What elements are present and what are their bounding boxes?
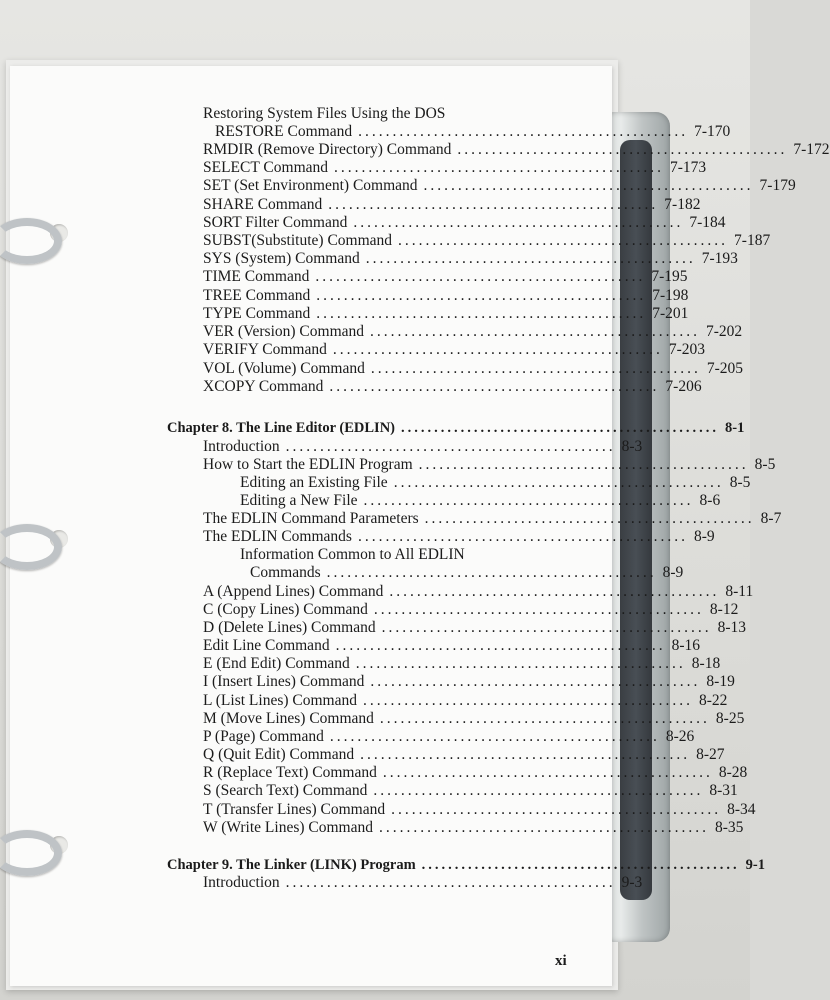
- toc-entry: TIME Command ................................................ 7-195: [203, 268, 688, 285]
- chapter-heading: Chapter 8. The Line Editor (EDLIN) ................................................ 8-1: [167, 420, 745, 436]
- toc-entry: Q (Quit Edit) Command ................................................ 8-27: [203, 746, 725, 763]
- leader-dots: ................................................: [334, 159, 665, 176]
- leader-dots: ................................................: [389, 583, 720, 600]
- toc-entry: Editing an Existing File ................................................ 8-5: [240, 474, 751, 491]
- toc-entry: SYS (System) Command ................................................ 7-193: [203, 250, 738, 267]
- toc-entry: Edit Line Command ................................................ 8-16: [203, 637, 700, 654]
- toc-entry: T (Transfer Lines) Command ................................................ 8-34: [203, 801, 756, 818]
- toc-entry: TREE Command ................................................ 7-198: [203, 287, 689, 304]
- leader-dots: ................................................: [328, 196, 659, 213]
- leader-dots: ................................................: [382, 764, 713, 781]
- toc-entry: SET (Set Environment) Command ................................................ 7-179: [203, 177, 796, 194]
- leader-dots: ................................................: [362, 692, 693, 709]
- leader-dots: ................................................: [335, 637, 666, 654]
- leader-dots: ................................................: [332, 341, 663, 358]
- chapter-heading: Chapter 9. The Linker (LINK) Program ................................................ 9-1: [167, 857, 765, 873]
- leader-dots: ................................................: [355, 655, 686, 672]
- leader-dots: ................................................: [373, 782, 704, 799]
- toc-entry: RESTORE Command ................................................ 7-170: [215, 123, 731, 140]
- leader-dots: ................................................: [418, 456, 749, 473]
- leader-dots: ................................................: [360, 746, 691, 763]
- toc-entry: Commands ................................................ 8-9: [250, 564, 684, 581]
- page-number: xi: [555, 953, 567, 969]
- toc-entry: TYPE Command ................................................ 7-201: [203, 305, 689, 322]
- leader-dots: ................................................: [329, 378, 660, 395]
- toc-entry: M (Move Lines) Command ................................................ 8-25: [203, 710, 745, 727]
- leader-dots: ................................................: [329, 728, 660, 745]
- leader-dots: ................................................: [316, 287, 647, 304]
- leader-dots: ................................................: [363, 492, 694, 509]
- toc-entry: SUBST(Substitute) Command ................................................ 7-187: [203, 232, 771, 249]
- toc-entry: XCOPY Command ................................................ 7-206: [203, 378, 702, 395]
- toc-entry: RMDIR (Remove Directory) Command ................................................ 7-172: [203, 141, 830, 158]
- toc-entry: W (Write Lines) Command ................................................ 8-35: [203, 819, 744, 836]
- toc-entry: D (Delete Lines) Command ................................................ 8-13: [203, 619, 747, 636]
- toc-entry: The EDLIN Commands ................................................ 8-9: [203, 528, 715, 545]
- manual-page: [10, 66, 830, 986]
- toc-entry: How to Start the EDLIN Program ................................................ 8-5: [203, 456, 776, 473]
- leader-dots: ................................................: [423, 177, 754, 194]
- leader-dots: ................................................: [315, 268, 646, 285]
- leader-dots: ................................................: [285, 874, 616, 891]
- leader-dots: ................................................: [365, 250, 696, 267]
- leader-dots: ................................................: [316, 305, 647, 322]
- leader-dots: ................................................: [358, 123, 689, 140]
- toc-entry: SELECT Command ................................................ 7-173: [203, 159, 707, 176]
- toc-entry: C (Copy Lines) Command ................................................ 8-12: [203, 601, 739, 618]
- leader-dots: ................................................: [370, 673, 701, 690]
- toc-entry: A (Append Lines) Command ................................................ 8-11: [203, 583, 754, 600]
- leader-dots: ................................................: [424, 510, 755, 527]
- toc-entry: Introduction ................................................ 9-3: [203, 874, 643, 891]
- leader-dots: ................................................: [421, 857, 740, 873]
- toc-entry: Introduction ................................................ 8-3: [203, 438, 643, 455]
- toc-entry: L (List Lines) Command ................................................ 8-22: [203, 692, 728, 709]
- leader-dots: ................................................: [326, 564, 657, 581]
- toc-entry: SHARE Command ................................................ 7-182: [203, 196, 701, 213]
- leader-dots: ................................................: [457, 141, 788, 158]
- leader-dots: ................................................: [381, 619, 712, 636]
- leader-dots: ................................................: [357, 528, 688, 545]
- toc-entry: VER (Version) Command ................................................ 7-202: [203, 323, 743, 340]
- leader-dots: ................................................: [373, 601, 704, 618]
- leader-dots: ................................................: [370, 360, 701, 377]
- table-of-contents: [10, 66, 830, 986]
- toc-entry: VOL (Volume) Command ................................................ 7-205: [203, 360, 744, 377]
- leader-dots: ................................................: [391, 801, 722, 818]
- toc-entry: S (Search Text) Command ................................................ 8-31: [203, 782, 738, 799]
- toc-entry: The EDLIN Command Parameters ................................................ 8-7: [203, 510, 782, 527]
- toc-entry: SORT Filter Command ................................................ 7-184: [203, 214, 726, 231]
- toc-entry: P (Page) Command ................................................ 8-26: [203, 728, 695, 745]
- leader-dots: ................................................: [353, 214, 684, 231]
- leader-dots: ................................................: [398, 232, 729, 249]
- leader-dots: ................................................: [370, 323, 701, 340]
- toc-entry: Restoring System Files Using the DOS: [203, 105, 446, 122]
- toc-entry: I (Insert Lines) Command ................................................ 8-19: [203, 673, 735, 690]
- leader-dots: ................................................: [379, 710, 710, 727]
- leader-dots: ................................................: [378, 819, 709, 836]
- toc-entry: VERIFY Command ................................................ 7-203: [203, 341, 706, 358]
- toc-entry: Editing a New File ................................................ 8-6: [240, 492, 721, 509]
- leader-dots: ................................................: [285, 438, 616, 455]
- leader-dots: ................................................: [393, 474, 724, 491]
- toc-entry: R (Replace Text) Command ................................................ 8-28: [203, 764, 748, 781]
- toc-entry: Information Common to All EDLIN: [240, 546, 465, 563]
- leader-dots: ................................................: [401, 420, 719, 436]
- toc-entry: E (End Edit) Command ................................................ 8-18: [203, 655, 721, 672]
